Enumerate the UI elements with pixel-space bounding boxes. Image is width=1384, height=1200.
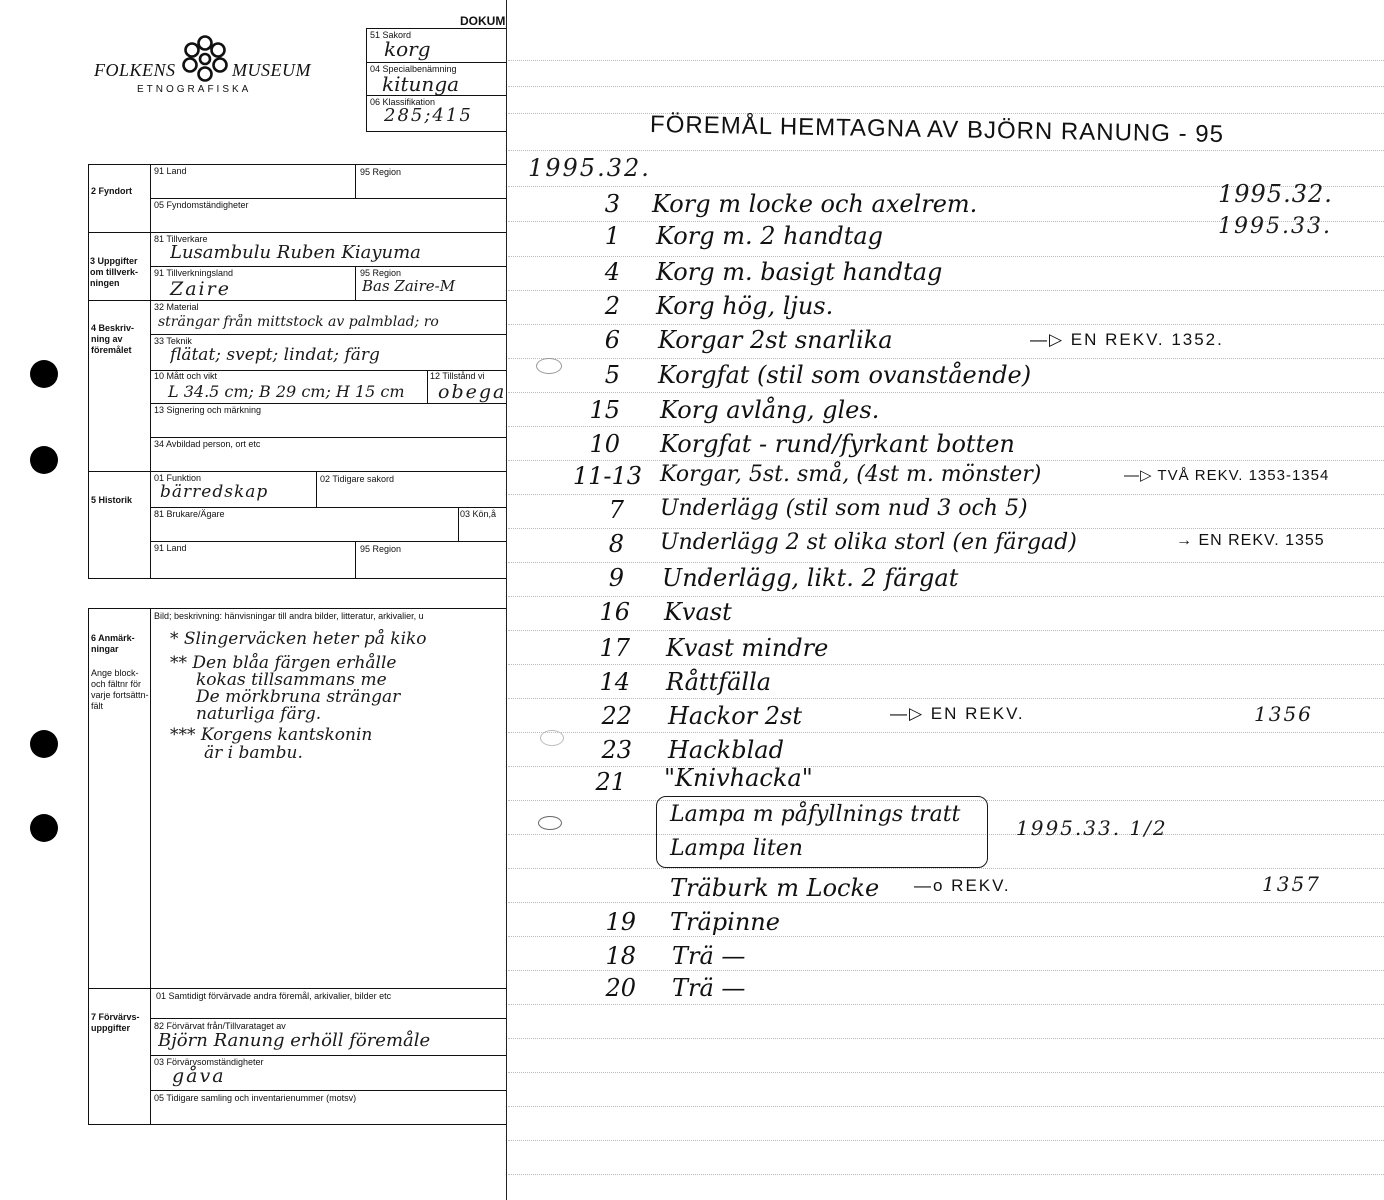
item-number: 4 [604, 258, 620, 286]
item-number: 11-13 [572, 462, 642, 490]
item-description: Underlägg (stil som nud 3 och 5) [660, 496, 1028, 521]
item-description: Träburk m Locke [670, 874, 880, 902]
field-value-sakord: korg [384, 37, 431, 61]
museum-logo [92, 36, 332, 106]
notes-list [170, 626, 507, 762]
item-description: Kvast mindre [666, 634, 829, 662]
label-forvarvsomstandigheter: 03 Förvärvsomständigheter [154, 1057, 264, 1067]
item-note: —▷ EN REKV. 1352. [1030, 330, 1224, 349]
label-fyndomstandigheter: 05 Fyndomständigheter [154, 200, 249, 210]
section-beskrivning: 4 Beskriv-ning av föremålet [91, 323, 135, 355]
item-description: Korg m. basigt handtag [656, 258, 943, 286]
item-description: Trä — [672, 974, 746, 1002]
label-region-historik: 95 Region [360, 544, 402, 554]
item-description: "Knivhacka" [664, 764, 813, 792]
item-number: 22 [601, 702, 632, 730]
item-number: 15 [589, 396, 620, 424]
museum-subtitle: ETNOGRAFISKA [137, 84, 252, 95]
item-number: 10 [589, 430, 620, 458]
value-tillstand: obega [438, 381, 507, 403]
label-funktion: 01 Funktion [154, 473, 202, 483]
label-avbildad: 34 Avbildad person, ort etc [154, 439, 261, 449]
label-forvarvat: 82 Förvärvat från/Tillvarataget av [154, 1021, 286, 1031]
item-number: 7 [608, 496, 624, 524]
list-prefix: 1995.32. [528, 154, 651, 182]
label-signering: 13 Signering och märkning [154, 405, 262, 415]
note-line: *** Korgens kantskonin [170, 725, 373, 745]
label-land-historik: 91 Land [154, 543, 187, 553]
section-tillverkning: 3 Uppgifter om tillverk-ningen [90, 256, 139, 288]
field-label-sakord: 51 Sakord [370, 30, 412, 40]
value-material: strängar från mittstock av palmblad; ro [158, 314, 439, 330]
label-tillverkare: 81 Tillverkare [154, 234, 208, 244]
item-description: Korgar, 5st. små, (4st m. mönster) [660, 462, 1042, 487]
item-description: Korgfat - rund/fyrkant botten [660, 430, 1015, 458]
lamp-code: 1995.33. 1/2 [1016, 816, 1168, 840]
label-teknik: 33 Teknik [154, 336, 192, 346]
item-number: 8 [608, 530, 624, 558]
item-number: 9 [608, 564, 624, 592]
label-tidigare-samling: 05 Tidigare samling och inventarienummer (motsv) [154, 1093, 357, 1103]
item-description: Trä — [672, 942, 746, 970]
item-description: Korgfat (stil som ovanstående) [658, 361, 1032, 389]
item-note: —o REKV. [914, 876, 1011, 895]
punch-hole [30, 446, 58, 474]
item-description: Korg hög, ljus. [656, 292, 834, 320]
list-title: FÖREMÅL HEMTAGNA AV BJÖRN RANUNG - 95 [649, 110, 1225, 149]
value-funktion: bärredskap [160, 482, 269, 502]
item-number: 18 [605, 942, 636, 970]
museum-name-left: FOLKENS [94, 60, 176, 80]
field-value-specialbenamning: kitunga [382, 72, 460, 96]
value-teknik: flätat; svept; lindat; färg [170, 345, 380, 365]
value-forvarvsomstandigheter: gåva [172, 1065, 226, 1087]
item-description: Lampa m påfyllnings tratt [670, 802, 961, 827]
note-line: De mörkbruna strängar [196, 687, 401, 707]
label-kon: 03 Kön,å [460, 509, 497, 519]
label-region-tillverkning: 95 Region [360, 268, 402, 278]
margin-mark [540, 730, 564, 746]
item-description: Råttfälla [666, 668, 772, 696]
punch-hole [30, 360, 58, 388]
item-note: —▷ TVÅ REKV. 1353-1354 [1124, 467, 1330, 484]
section-historik: 5 Historik [91, 495, 133, 505]
item-number: 3 [604, 190, 620, 218]
item-description: Träpinne [670, 908, 780, 936]
item-note: → EN REKV. 1355 [1176, 532, 1325, 549]
note-line: är i bambu. [204, 743, 303, 762]
item-description: Korg avlång, gles. [660, 396, 880, 424]
label-matt: 10 Mått och vikt [154, 371, 218, 381]
item-number: 5 [604, 361, 620, 389]
item-description: Hackblad [668, 736, 784, 764]
item-description: Underlägg, likt. 2 färgat [662, 564, 959, 592]
label-tidigare-sakord: 02 Tidigare sakord [320, 474, 395, 484]
item-description: Korg m. 2 handtag [656, 222, 884, 250]
note-line: * Slingerväcken heter på kiko [170, 629, 427, 649]
section-anmarkningar-note: Ange block- och fältnr för varje fortsättn-fält [91, 668, 149, 711]
label-samtidigt: 01 Samtidigt förvärvade andra föremål, arkivalier, bilder etc [156, 991, 392, 1001]
item-number: 14 [599, 668, 630, 696]
item-code: 1356 [1254, 702, 1313, 726]
value-tillverkningsland: Zaire [170, 278, 231, 300]
item-number: 17 [599, 634, 630, 662]
right-code-2: 1995.33. [1218, 214, 1332, 239]
punch-hole [30, 814, 58, 842]
label-material: 32 Material [154, 302, 199, 312]
note-line: kokas tillsammans me [196, 670, 387, 690]
header-tab: DOKUM [460, 14, 506, 28]
item-description: Underlägg 2 st olika storl (en färgad) [660, 530, 1077, 555]
label-tillstand: 12 Tillstånd vi [430, 371, 485, 381]
museum-name-right: MUSEUM [232, 60, 311, 80]
label-bild: Bild; beskrivning: hänvisningar till andra bilder, litteratur, arkivalier, u [154, 611, 424, 621]
item-number: 16 [599, 598, 630, 626]
item-number: 23 [601, 736, 632, 764]
item-number: 6 [604, 326, 620, 354]
margin-mark [536, 358, 562, 374]
item-code: 1357 [1262, 872, 1321, 896]
section-anmarkningar: 6 Anmärk-ningar [91, 633, 135, 654]
item-note: —▷ EN REKV. [890, 704, 1025, 723]
field-label-specialbenamning: 04 Specialbenämning [370, 64, 457, 74]
item-number: 19 [605, 908, 636, 936]
value-forvarvat: Björn Ranung erhöll föremåle [158, 1030, 431, 1051]
right-code-1: 1995.32. [1218, 180, 1333, 208]
note-line: naturliga färg. [196, 704, 322, 724]
note-line: ** Den blåa färgen erhålle [170, 653, 397, 673]
field-value-klassifikation: 285;415 [384, 105, 473, 126]
value-region-tillverkning: Bas Zaire-M [362, 277, 456, 295]
section-fyndort: 2 Fyndort [91, 186, 133, 196]
item-number: 1 [604, 222, 620, 250]
item-number: 20 [605, 974, 636, 1002]
margin-mark [538, 816, 562, 830]
section-forvarv: 7 Förvärvs-uppgifter [91, 1012, 140, 1033]
value-tillverkare: Lusambulu Ruben Kiayuma [170, 242, 421, 263]
item-description: Korg m locke och axelrem. [652, 190, 978, 218]
label-region: 95 Region [360, 167, 402, 177]
value-matt: L 34.5 cm; B 29 cm; H 15 cm [168, 382, 405, 401]
museum-emblem-icon [180, 34, 230, 84]
item-description: Lampa liten [670, 836, 803, 861]
item-description: Kvast [664, 598, 732, 626]
punch-hole [30, 730, 58, 758]
item-number: 21 [595, 768, 626, 796]
field-label-klassifikation: 06 Klassifikation [370, 97, 436, 107]
label-tillverkningsland: 91 Tillverkningsland [154, 268, 234, 278]
label-land: 91 Land [154, 166, 187, 176]
item-description: Hackor 2st [668, 702, 803, 730]
label-brukare: 81 Brukare/Ägare [154, 509, 225, 519]
item-number: 2 [604, 292, 620, 320]
item-description: Korgar 2st snarlika [658, 326, 893, 354]
